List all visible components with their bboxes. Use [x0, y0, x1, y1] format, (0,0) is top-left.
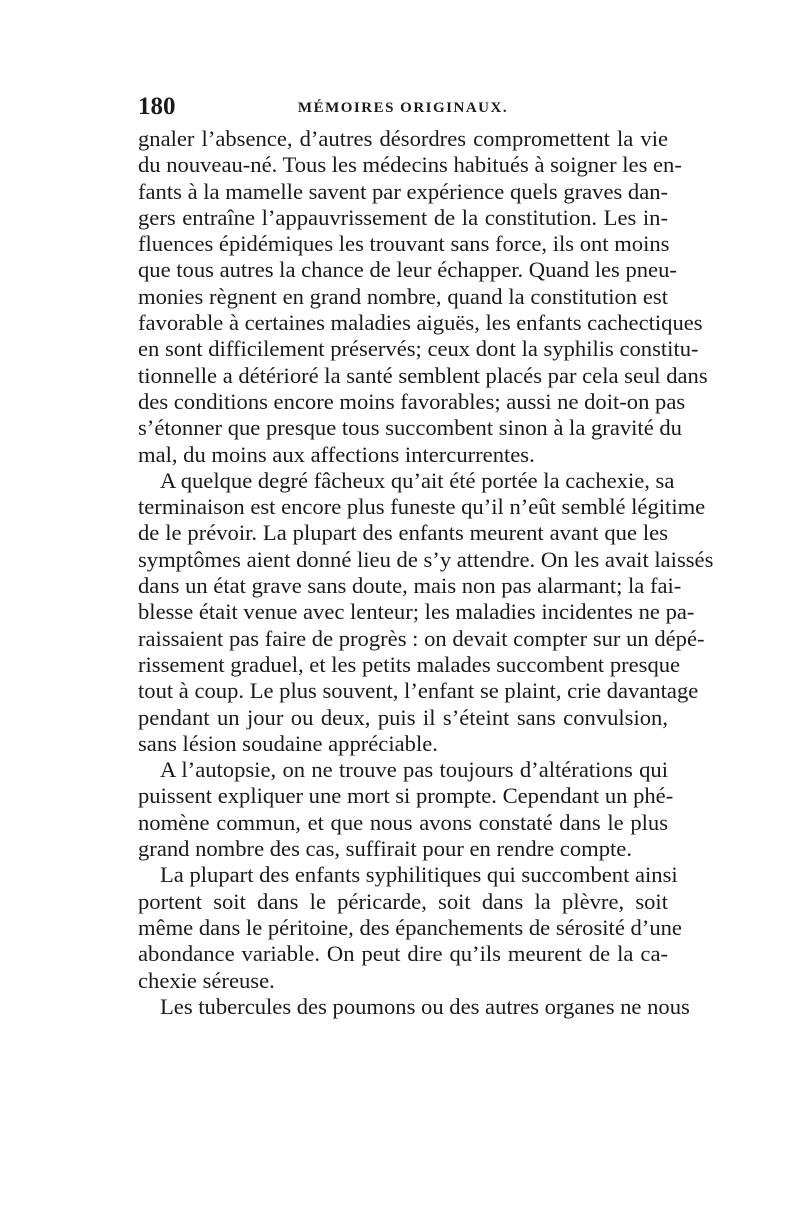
- text-line: portent soit dans le péricarde, soit dans la plèvre, soit: [138, 888, 668, 914]
- text-line: même dans le péritoine, des épanchements de sérosité d’une: [138, 914, 682, 940]
- text-line: terminaison est encore plus funeste qu’il n’eût semblé légitime: [138, 494, 706, 520]
- text-line: sans lésion soudaine appréciable.: [138, 730, 438, 756]
- text-line: raissaient pas faire de progrès : on devait compter sur un dépé-: [138, 625, 705, 651]
- text-line: que tous autres la chance de leur échapper. Quand les pneu-: [138, 257, 677, 283]
- text-line: dans un état grave sans doute, mais non pas alarmant; la fai-: [138, 573, 682, 599]
- text-line: gnaler l’absence, d’autres désordres compromettent la vie: [138, 126, 668, 151]
- text-line: nomène commun, et que nous avons constaté dans le plus: [138, 809, 668, 835]
- text-line: abondance variable. On peut dire qu’ils meurent de la ca-: [138, 941, 668, 967]
- text-line: gers entraîne l’appauvrissement de la constitution. Les in-: [138, 204, 668, 230]
- text-line: de le prévoir. La plupart des enfants meurent avant que les: [138, 520, 668, 546]
- text-line: tout à coup. Le plus souvent, l’enfant se plaint, crie davantage: [138, 678, 699, 704]
- paragraph: [138, 757, 674, 862]
- text-line: des conditions encore moins favorables; aussi ne doit-on pas: [138, 388, 686, 414]
- text-line: tionnelle a détérioré la santé semblent placés par cela seul dans: [138, 362, 708, 388]
- text-line: s’étonner que presque tous succombent sinon à la gravité du: [138, 415, 682, 441]
- text-line: en sont difficilement préservés; ceux dont la syphilis constitu-: [138, 336, 699, 362]
- text-line: pendant un jour ou deux, puis il s’éteint sans convulsion,: [138, 704, 668, 730]
- text-line: symptômes aient donné lieu de s’y attendre. On les avait laissés: [138, 546, 714, 572]
- text-line: du nouveau-né. Tous les médecins habitués à soigner les en-: [138, 152, 682, 178]
- text-line: monies règnent en grand nombre, quand la constitution est: [138, 283, 668, 309]
- page-number: 180: [138, 93, 176, 120]
- text-line: favorable à certaines maladies aiguës, les enfants cachectiques: [138, 310, 703, 336]
- text-line: blesse était venue avec lenteur; les maladies incidentes ne pa-: [138, 599, 695, 625]
- text-line: A quelque degré fâcheux qu’ait été portée la cachexie, sa: [160, 467, 675, 493]
- text-line: fluences épidémiques les trouvant sans force, ils ont moins: [138, 231, 670, 257]
- running-head: [138, 92, 668, 126]
- text-line: puissent expliquer une mort si prompte. Cependant un phé-: [138, 783, 674, 809]
- running-title: MÉMOIRES ORIGINAUX.: [297, 100, 509, 116]
- paragraph: [138, 467, 714, 757]
- paragraph: [138, 126, 708, 468]
- text-line: La plupart des enfants syphilitiques qui succombent ainsi: [160, 862, 678, 888]
- paragraph: [138, 993, 690, 1020]
- text-line: Les tubercules des poumons ou des autres organes ne nous: [160, 993, 690, 1019]
- paragraph: [138, 862, 682, 993]
- text-line: rissement graduel, et les petits malades succombent presque: [138, 651, 681, 677]
- text-line: fants à la mamelle savent par expérience quels graves dan-: [138, 178, 669, 204]
- text-line: A l’autopsie, on ne trouve pas toujours d’altérations qui: [160, 757, 668, 783]
- body-text: [138, 126, 714, 1020]
- text-line: chexie séreuse.: [138, 967, 275, 993]
- text-line: mal, du moins aux affections intercurrentes.: [138, 441, 535, 467]
- book-page: [138, 92, 714, 1020]
- text-line: grand nombre des cas, suffirait pour en rendre compte.: [138, 836, 632, 862]
